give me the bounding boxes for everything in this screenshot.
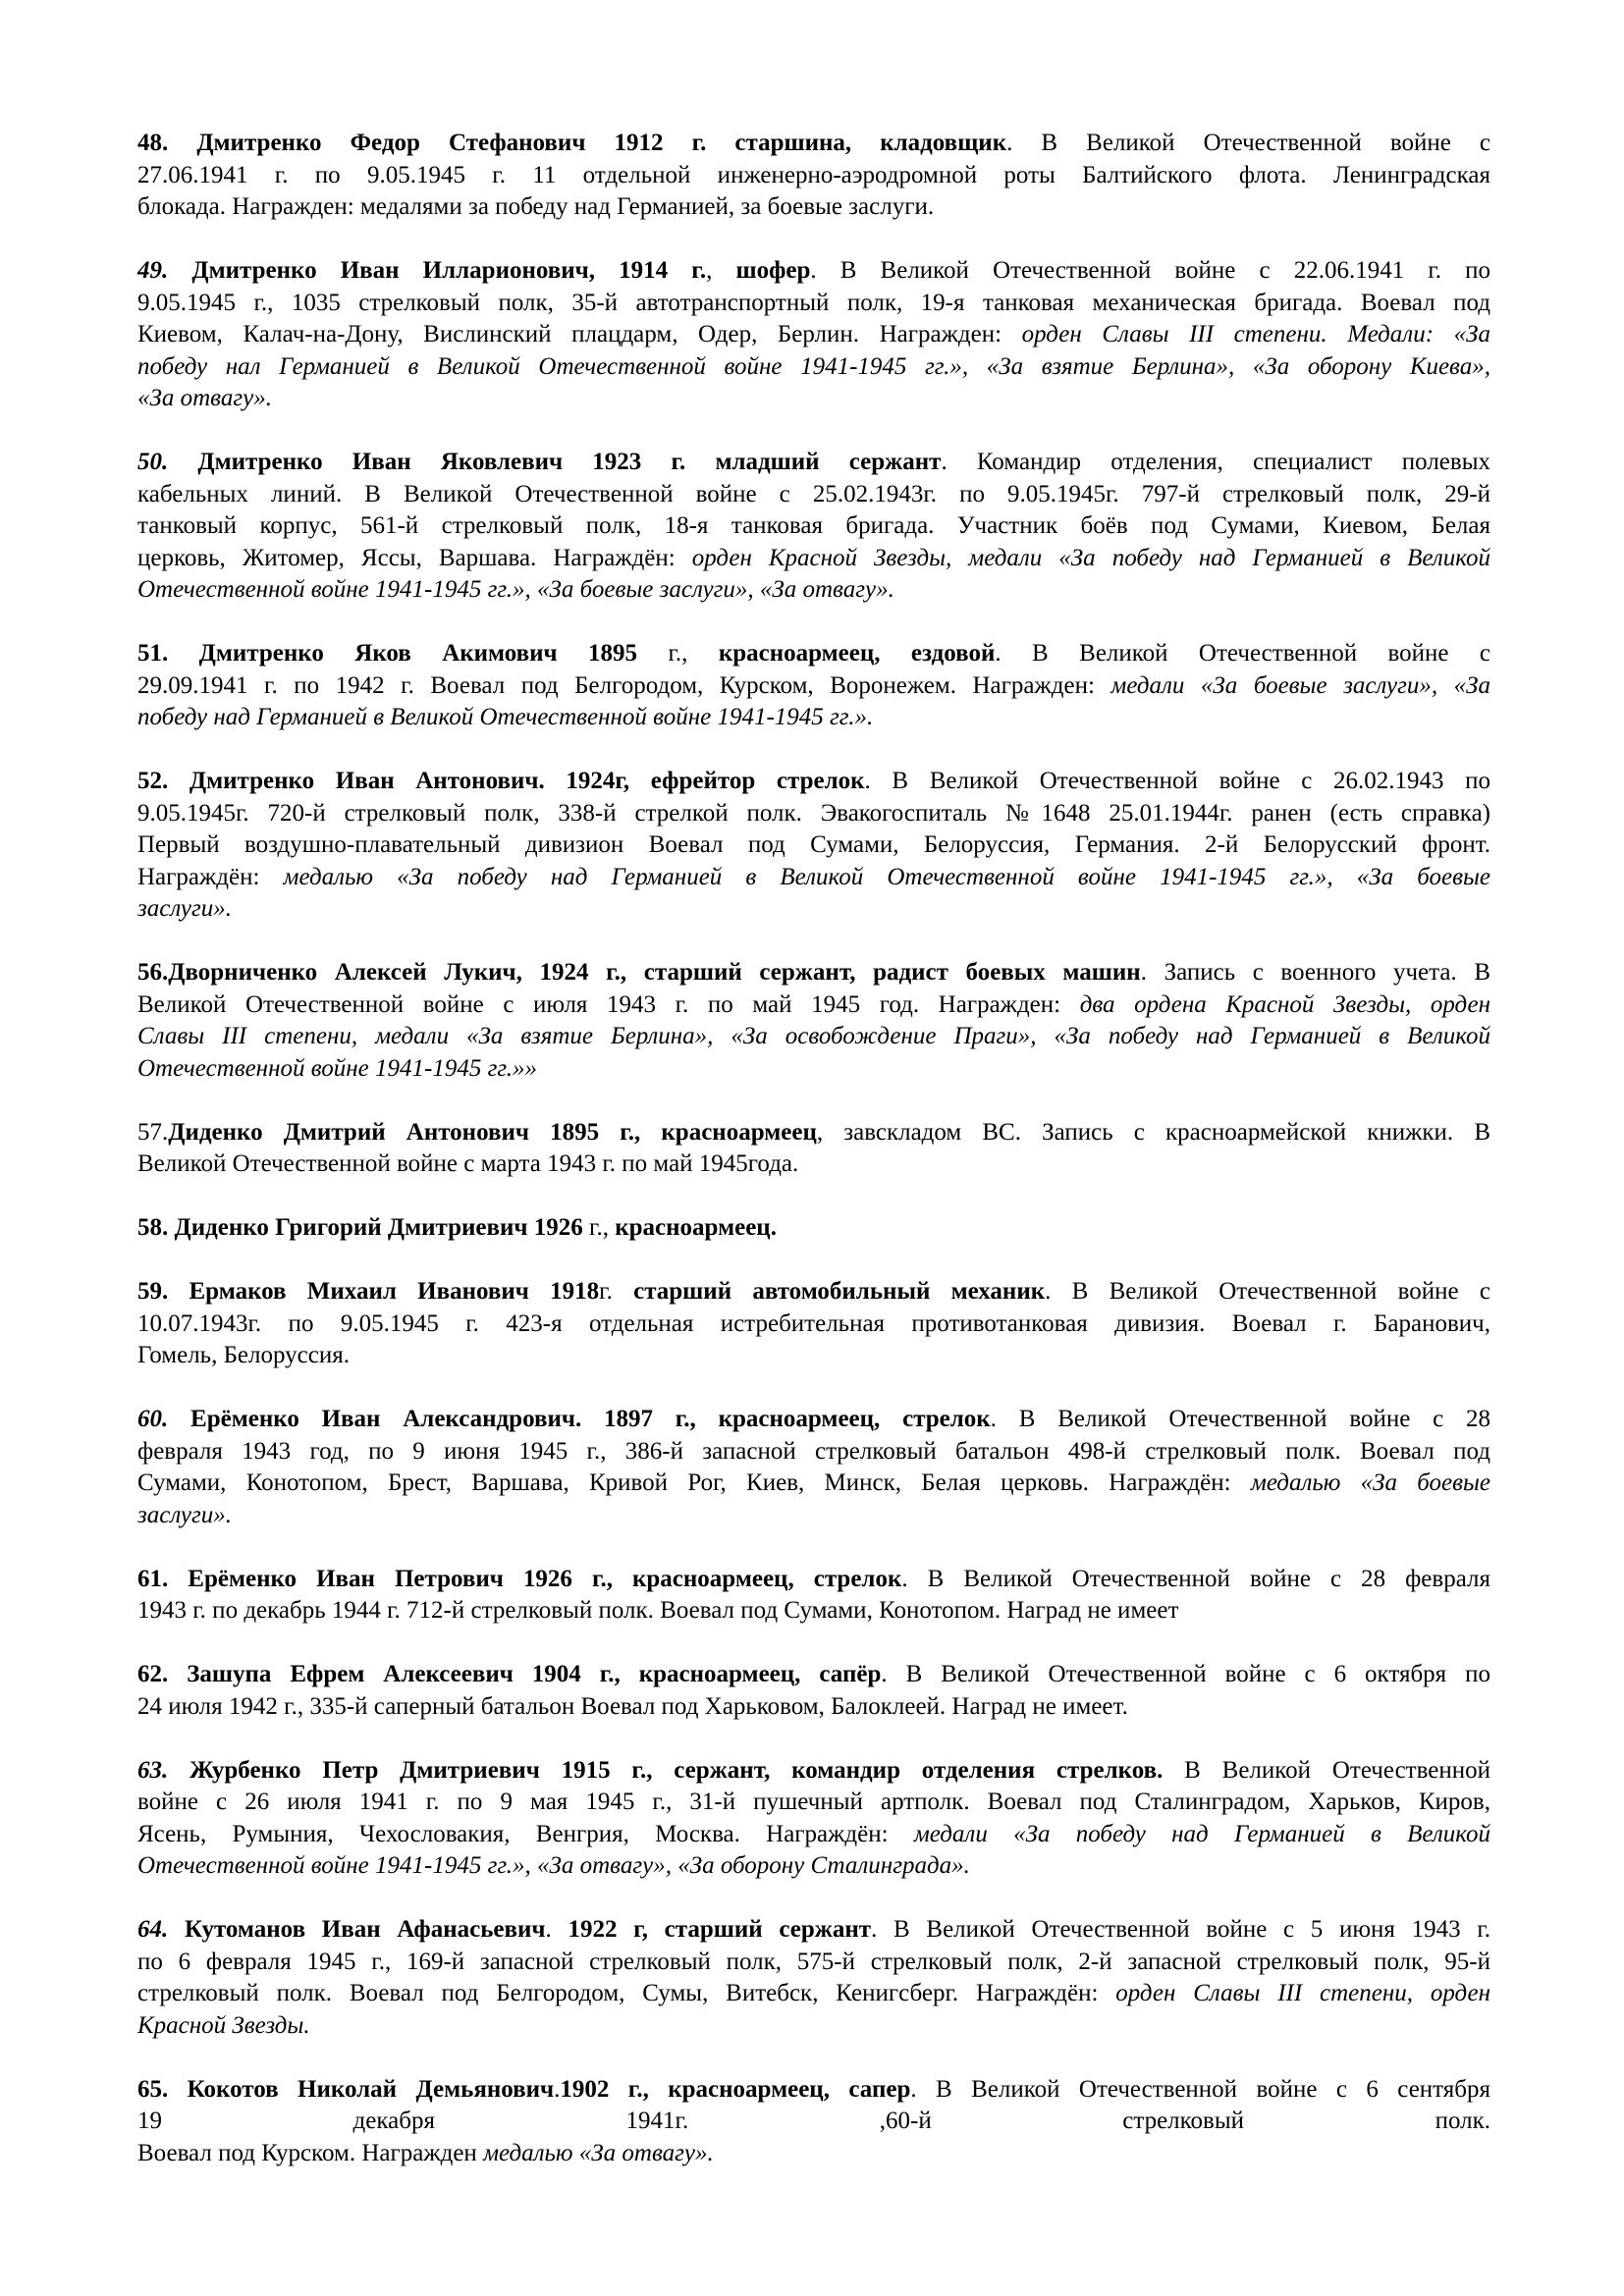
text-line bbox=[137, 702, 1490, 734]
text-run: Отечественной войне 1941-1945 гг.»» bbox=[137, 1054, 537, 1082]
text-run: орден Славы III степени. Медали: «За bbox=[1021, 321, 1490, 347]
text-line bbox=[137, 1787, 1490, 1819]
text-run: медалью «За боевые bbox=[1250, 1469, 1491, 1496]
document-entry bbox=[137, 1212, 1490, 1245]
text-line bbox=[137, 1819, 1490, 1851]
text-run: Воевал под Курском. Награжден bbox=[137, 2139, 484, 2166]
text-run: 10.07.1943г. по 9.05.1945 г. 423-я отдельная истребительная противотанковая дивизия. Воевал г. Баранович, bbox=[137, 1309, 1490, 1337]
text-line bbox=[137, 1978, 1490, 2010]
text-run: . В Великой Отечественной войне с 6 октября по bbox=[881, 1661, 1491, 1687]
text-line bbox=[137, 543, 1490, 575]
text-run: Гомель, Белоруссия. bbox=[137, 1342, 350, 1368]
text-run: 24 июля 1942 г., 335-й саперный батальон Воевал под Харьковом, Балоклеей. Наград не имеет. bbox=[137, 1692, 1128, 1720]
text-run: красноармеец, ездовой bbox=[718, 640, 996, 667]
text-line bbox=[137, 1691, 1490, 1724]
text-line bbox=[137, 1021, 1490, 1053]
text-line bbox=[137, 1595, 1490, 1628]
text-run: орден Красной Звезды, медали «За победу над Германией в Великой bbox=[691, 544, 1490, 571]
text-line bbox=[137, 1148, 1490, 1181]
text-line bbox=[137, 1308, 1490, 1341]
text-run: 65. Кокотов Николай Демьянович bbox=[137, 2075, 555, 2103]
text-run: . В Великой Отечественной войне с 5 июня 1943 г. bbox=[871, 1916, 1490, 1943]
text-run: 57. bbox=[137, 1118, 169, 1146]
text-run: медалью «За победу над Германией в Великой Отечественной войне 1941-1945 гг.», «За боевые bbox=[283, 863, 1490, 890]
text-run: г., bbox=[582, 1214, 616, 1241]
document-entry bbox=[137, 957, 1490, 1085]
text-run: войне с 26 июля 1941 г. по 9 мая 1945 г., 31-й пушечный артполк. Воевал под Сталинградом, Харьков, Киров, bbox=[137, 1789, 1490, 1815]
document-entry bbox=[137, 255, 1490, 415]
text-run: 1922 г, старший сержант bbox=[568, 1916, 872, 1943]
text-line bbox=[137, 862, 1490, 894]
text-run: орден Славы III степени, орден bbox=[1115, 1980, 1490, 2006]
text-line bbox=[137, 1053, 1490, 1086]
text-run: . bbox=[554, 2075, 561, 2103]
text-run: 62. Зашупа Ефрем Алексеевич 1904 г., красноармеец, сапёр bbox=[137, 1661, 882, 1687]
text-line bbox=[137, 2138, 1490, 2170]
text-run: 1902 г., красноармеец, сапер bbox=[560, 2075, 911, 2103]
text-line bbox=[137, 351, 1490, 384]
text-line bbox=[137, 1755, 1490, 1788]
text-run: 27.06.1941 г. по 9.05.1945 г. 11 отдельной инженерно-аэродромной роты Балтийского флота. Ленинградская bbox=[137, 161, 1490, 188]
text-run: В Великой Отечественной bbox=[1163, 1756, 1490, 1784]
text-run: . Командир отделения, специалист полевых bbox=[941, 449, 1490, 475]
text-run: , bbox=[706, 257, 736, 284]
text-run: 60. bbox=[137, 1406, 169, 1432]
document-page bbox=[137, 128, 1490, 2169]
text-run: Награждён: bbox=[137, 863, 284, 890]
text-line bbox=[137, 1500, 1490, 1532]
text-run: г. bbox=[599, 1278, 634, 1305]
text-run: стрелковый полк. Воевал под Белгородом, Сумы, Витебск, Кенигсберг. Награждён: bbox=[137, 1980, 1116, 2006]
text-run: старший автомобильный механик bbox=[633, 1278, 1046, 1305]
text-line bbox=[137, 447, 1490, 479]
text-run: Дмитренко Иван Илларионович, 1914 г. bbox=[168, 257, 707, 284]
text-run: . В Великой Отечественной войне с bbox=[1045, 1278, 1490, 1305]
text-run: 48. Дмитренко Федор Стефанович 1912 г. старшина, кладовщик bbox=[137, 130, 1007, 156]
text-run: Красной Звезды. bbox=[137, 2011, 310, 2039]
text-run: заслуги». bbox=[137, 1501, 233, 1528]
document-entry bbox=[137, 1276, 1490, 1372]
text-line bbox=[137, 2010, 1490, 2043]
document-entry bbox=[137, 766, 1490, 926]
text-run: . В Великой Отечественной войне с bbox=[995, 640, 1490, 667]
text-run: . Запись с военного учета. В bbox=[1140, 959, 1490, 986]
text-run: два ордена Красной Звезды, орден bbox=[1079, 990, 1490, 1018]
document-entry bbox=[137, 638, 1490, 734]
text-run: Первый воздушно-плавательный дивизион Воевал под Сумами, Белоруссия, Германия. 2-й Белорусский фронт. bbox=[137, 831, 1490, 858]
text-run: танковый корпус, 561-й стрелковый полк, 18-я танковая бригада. Участник боёв под Сумами, Киевом, Белая bbox=[137, 512, 1490, 539]
text-run: Отечественной войне 1941-1945 гг.», «За боевые заслуги», «За отвагу». bbox=[137, 576, 894, 603]
text-run: 63. bbox=[137, 1756, 169, 1784]
text-line bbox=[137, 1436, 1490, 1468]
text-line bbox=[137, 319, 1490, 351]
text-run: 59. Ермаков Михаил Иванович 1918 bbox=[137, 1278, 600, 1305]
text-run: 49. bbox=[137, 257, 169, 284]
document-entry bbox=[137, 1755, 1490, 1883]
text-run: Великой Отечественной войне с марта 1943 г. по май 1945года. bbox=[137, 1150, 799, 1177]
text-line bbox=[137, 288, 1490, 320]
text-run: Дмитренко Иван Яковлевич 1923 г. младший сержант bbox=[168, 449, 942, 475]
text-run: 51. Дмитренко Яков Акимович 1895 bbox=[137, 640, 638, 667]
text-run: 52. Дмитренко Иван Антонович. 1924г, ефрейтор стрелок bbox=[137, 768, 865, 794]
text-run: . В Великой Отечественной войне с 28 bbox=[990, 1406, 1491, 1432]
text-line bbox=[137, 1947, 1490, 1979]
document-entry bbox=[137, 128, 1490, 224]
text-line bbox=[137, 766, 1490, 798]
text-run: 9.05.1945г. 720-й стрелковый полк, 338-й стрелкой полк. Эвакогоспиталь №1648 25.01.1944г. ранен (есть справка) bbox=[137, 799, 1490, 827]
text-line bbox=[137, 255, 1490, 288]
text-run: . В Великой Отечественной войне с 22.06.1941 г. по bbox=[810, 257, 1491, 284]
text-run: Кутоманов Иван Афанасьевич bbox=[168, 1916, 546, 1943]
text-run: . В Великой Отечественной войне с 28 февраля bbox=[901, 1565, 1490, 1592]
text-run: . В Великой Отечественной войне с 26.02.1943 по bbox=[864, 768, 1490, 794]
document-entry bbox=[137, 1914, 1490, 2042]
text-run: . В Великой Отечественной войне с bbox=[1006, 130, 1490, 156]
text-run: Великой Отечественной войне с июля 1943 г. по май 1945 год. Награжден: bbox=[137, 990, 1080, 1018]
text-line bbox=[137, 670, 1490, 703]
text-run: медали «За победу над Германией в Великой bbox=[913, 1820, 1490, 1847]
text-line bbox=[137, 2074, 1490, 2107]
text-line bbox=[137, 510, 1490, 543]
text-line bbox=[137, 893, 1490, 926]
text-line bbox=[137, 128, 1490, 160]
text-line bbox=[137, 989, 1490, 1022]
text-run: , завскладом ВС. Запись с красноармейской книжки. В bbox=[816, 1118, 1490, 1146]
text-run: 61. Ерёменко Иван Петрович 1926 г., красноармеец, стрелок bbox=[137, 1565, 902, 1592]
text-line bbox=[137, 1564, 1490, 1596]
text-run: победу нал Германией в Великой Отечественной войне 1941-1945 гг.», «За взятие Берлина», «За оборону Киева», bbox=[137, 352, 1490, 380]
text-run: Киевом, Калач-на-Дону, Вислинский плацдарм, Одер, Берлин. Награжден: bbox=[137, 321, 1022, 347]
text-line bbox=[137, 160, 1490, 192]
text-line bbox=[137, 957, 1490, 989]
text-line bbox=[137, 1659, 1490, 1691]
text-line bbox=[137, 1340, 1490, 1372]
document-entry bbox=[137, 1404, 1490, 1531]
text-line bbox=[137, 1404, 1490, 1436]
text-line bbox=[137, 1914, 1490, 1947]
text-run: Славы III степени, медали «За взятие Берлина», «За освобождение Праги», «За победу над Германией в Великой bbox=[137, 1023, 1490, 1049]
text-line bbox=[137, 479, 1490, 511]
text-run: Ерёменко Иван Александрович. 1897 г., красноармеец, стрелок bbox=[168, 1406, 991, 1432]
text-run: . bbox=[545, 1916, 568, 1943]
text-run: блокада. Награжден: медалями за победу над Германией, за боевые заслуги. bbox=[137, 193, 935, 220]
text-run: 9.05.1945 г., 1035 стрелковый полк, 35-й автотранспортный полк, 19-я танковая механическая бригада. Воевал под bbox=[137, 289, 1490, 316]
text-run: Диденко Дмитрий Антонович 1895 г., красноармеец bbox=[168, 1118, 817, 1146]
text-line bbox=[137, 798, 1490, 830]
text-line bbox=[137, 1850, 1490, 1883]
document-entry bbox=[137, 1117, 1490, 1181]
text-run: церковь, Житомер, Яссы, Варшава. Награждён: bbox=[137, 544, 692, 571]
text-line bbox=[137, 191, 1490, 224]
text-run: красноармеец. bbox=[615, 1214, 777, 1241]
text-run: 1943 г. по декабрь 1944 г. 712-й стрелковый полк. Воевал под Сумами, Конотопом. Наград не имеет bbox=[137, 1597, 1179, 1624]
text-run: Журбенко Петр Дмитриевич 1915 г., сержант, командир отделения стрелков. bbox=[168, 1756, 1164, 1784]
document-entry bbox=[137, 447, 1490, 607]
text-line bbox=[137, 638, 1490, 670]
text-run: медали «За боевые заслуги», «За bbox=[1110, 671, 1490, 699]
text-run: кабельных линий. В Великой Отечественной войне с 25.02.1943г. по 9.05.1945г. 797-й стрелковый полк, 29-й bbox=[137, 480, 1490, 507]
text-run: 29.09.1941 г. по 1942 г. Воевал под Белгородом, Курском, Воронежем. Награжден: bbox=[137, 671, 1111, 699]
text-run: 19 декабря 1941г. ,60-й стрелковый полк. bbox=[137, 2108, 1490, 2134]
text-line bbox=[137, 829, 1490, 862]
text-run: по 6 февраля 1945 г., 169-й запасной стрелковый полк, 575-й стрелковый полк, 2-й запасной стрелковый полк, 95-й bbox=[137, 1948, 1490, 1975]
text-run: заслуги». bbox=[137, 895, 233, 922]
text-run: медалью «За отвагу». bbox=[483, 2139, 714, 2166]
document-entry bbox=[137, 1564, 1490, 1628]
text-line bbox=[137, 1117, 1490, 1149]
text-line bbox=[137, 383, 1490, 415]
text-run: 58. Диденко Григорий Дмитриевич 1926 bbox=[137, 1214, 583, 1241]
text-run: Сумами, Конотопом, Брест, Варшава, Кривой Рог, Киев, Минск, Белая церковь. Награждён: bbox=[137, 1469, 1251, 1496]
text-line bbox=[137, 2106, 1490, 2138]
text-line bbox=[137, 574, 1490, 607]
text-run: 56.Дворниченко Алексей Лукич, 1924 г., старший сержант, радист боевых машин bbox=[137, 959, 1141, 986]
text-line bbox=[137, 1468, 1490, 1500]
text-run: победу над Германией в Великой Отечественной войне 1941-1945 гг.». bbox=[137, 704, 874, 730]
text-run: г., bbox=[637, 640, 719, 667]
text-line bbox=[137, 1276, 1490, 1308]
text-run: 64. bbox=[137, 1916, 169, 1943]
document-entry bbox=[137, 2074, 1490, 2170]
text-line bbox=[137, 1212, 1490, 1245]
text-run: «За отвагу». bbox=[137, 385, 272, 411]
text-run: 50. bbox=[137, 449, 169, 475]
text-run: шофер bbox=[735, 257, 811, 284]
document-entry bbox=[137, 1659, 1490, 1723]
text-run: Отечественной войне 1941-1945 гг.», «За отвагу», «За оборону Сталинграда». bbox=[137, 1852, 970, 1879]
text-run: февраля 1943 год, по 9 июня 1945 г., 386-й запасной стрелковый батальон 498-й стрелковый полк. Воевал под bbox=[137, 1437, 1490, 1465]
text-run: . В Великой Отечественной войне с 6 сентября bbox=[910, 2075, 1490, 2103]
text-run: Ясень, Румыния, Чехословакия, Венгрия, Москва. Награждён: bbox=[137, 1820, 914, 1847]
